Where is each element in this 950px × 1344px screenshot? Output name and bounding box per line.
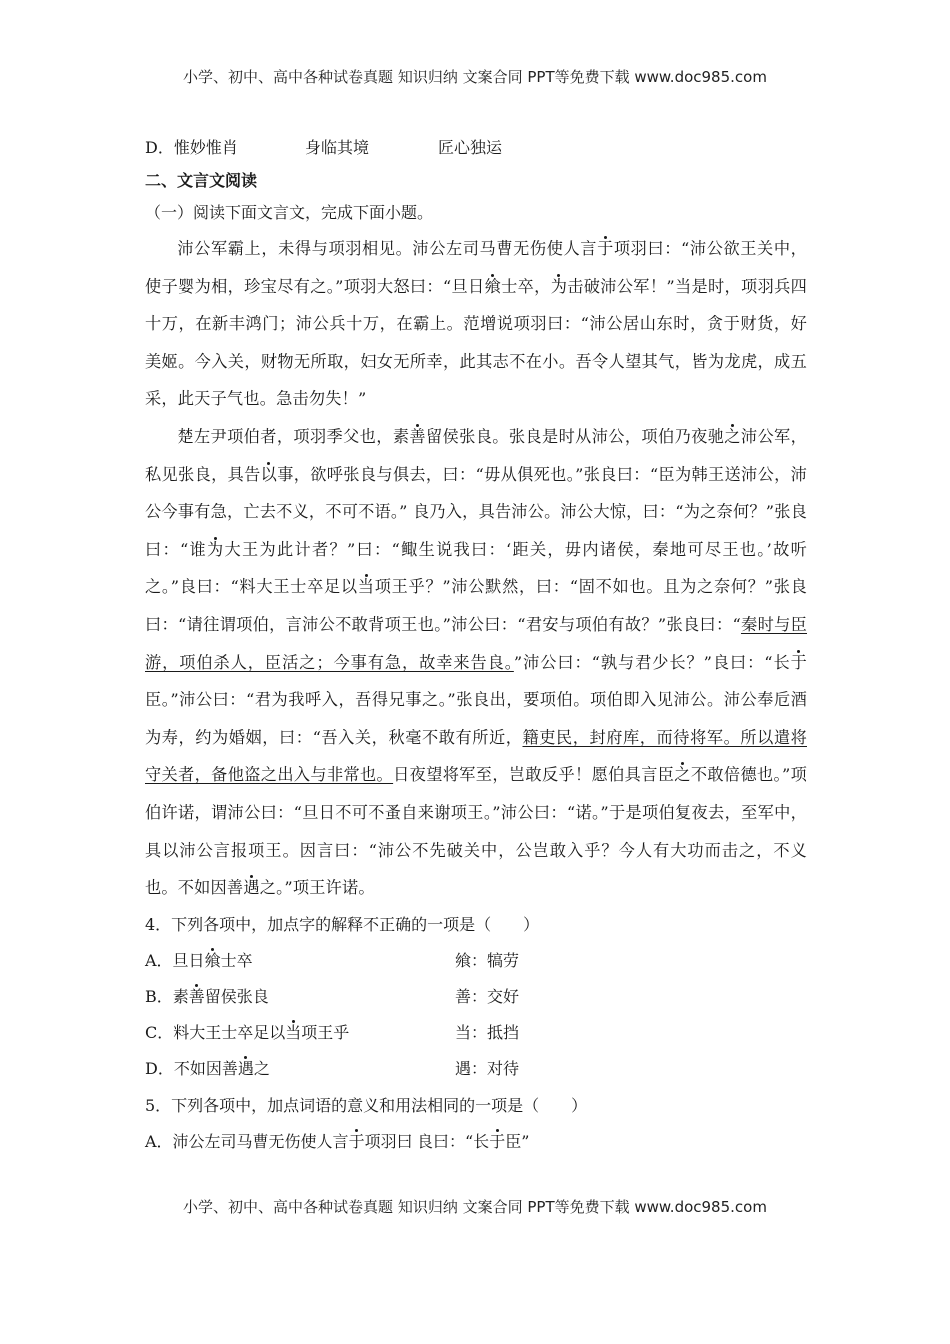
option-suffix: 留侯张良 <box>204 986 269 1006</box>
option-text <box>145 1124 417 1160</box>
dotted-character: 以 <box>260 464 278 484</box>
section-title: 二、文言文阅读 <box>145 171 258 190</box>
dotted-character: 飨 <box>484 276 502 296</box>
dotted-character: 当 <box>285 1023 302 1043</box>
option-text <box>145 1015 455 1051</box>
passage-text: 沛公军霸上，未得与项羽相见。沛公左司马曹无伤使人言 <box>177 239 598 258</box>
option-prefix: C．料大王士卒足以 <box>145 1023 286 1043</box>
option-suffix: 项王乎 <box>301 1023 350 1043</box>
passage-text: 项王乎？”沛公默然，曰：“固不如也。且为之奈何？”张良曰：“请往谓项伯，言沛公不敢背项王也。”沛公曰：“君安与项伯有故？”张良曰：“ <box>145 577 807 634</box>
passage-text: 臣。”沛公曰：“君为我呼入，吾得兄事之。”张良出，要项伯。项伯即入见沛公。沛公奉卮酒为寿，约为婚姻，曰：“吾入关，秋毫不敢有所近， <box>145 690 807 747</box>
dotted-character: 飨 <box>204 950 221 970</box>
option-gloss: 当：抵挡 <box>455 1023 520 1043</box>
option-d-item-2: 身临其境 <box>305 138 370 157</box>
question-4-option-a <box>145 943 807 979</box>
passage-text: 大王为此计者？”曰：“鲰生说我曰：‘距关，毋内诸侯，秦地可尽王也。’故听之。”良曰：“料大王士卒足以 <box>145 539 808 597</box>
question-4-option-c <box>145 1015 807 1051</box>
underlined-sentence-2: 籍吏民，封府库，而待将军。所以遣将守关者，备他盗之出入与非常也。 <box>145 727 807 785</box>
passage-text: 击破沛公军！”当是时，项羽兵四十万，在新丰鸿门；沛公兵十万，在霸上。范增说项羽曰：“沛公居山东时，贪于财货，好美姬。今入关，财物无所取，妇女无所幸，此其志不在小。吾令人望其气，皆为龙虎，成五采，此天子气也。急击勿失！” <box>145 276 808 409</box>
dotted-character: 当 <box>357 577 375 597</box>
question-5-option-a <box>145 1124 807 1160</box>
dotted-character: 为 <box>207 539 225 559</box>
option-gloss: 飨：犒劳 <box>455 950 520 970</box>
passage-text: ”沛公曰：“孰与君少长？”良曰：“长 <box>513 652 791 672</box>
option-suffix: 之 <box>253 1059 270 1079</box>
dotted-character: 遇 <box>243 878 260 898</box>
option-suffix: 士卒 <box>220 950 253 970</box>
previous-question-option-d <box>145 134 807 162</box>
option-suffix: 臣” <box>505 1131 530 1151</box>
question-5-stem: 5．下列各项中，加点词语的意义和用法相同的一项是（ ） <box>145 1095 588 1115</box>
subsection-title: （一）阅读下面文言文，完成下面小题。 <box>145 203 434 222</box>
passage-text: 不敢倍德也。”项伯许诺，谓沛公曰：“旦日不可不蚤自来谢项王。”沛公曰：“诺。”于是项伯复夜去，至军中，具以沛公言报项王。因言曰：“沛公不先破关中，公岂敢入乎？今人有大功而击之，不义也。不如因善 <box>145 765 808 898</box>
option-compare-text <box>417 1124 529 1160</box>
dotted-character: 于 <box>489 1131 506 1151</box>
question-4-stem: 4．下列各项中，加点字的解释不正确的一项是（ ） <box>145 914 540 934</box>
passage-text: 留侯张良。张良是时从沛公，项伯乃夜驰 <box>425 426 725 446</box>
passage-text: 楚左尹项伯者，项羽季父也，素 <box>177 426 410 446</box>
option-text <box>145 979 455 1015</box>
passage-paragraph-1 <box>145 230 807 418</box>
document-body <box>145 134 807 1160</box>
passage-paragraph-2 <box>145 418 807 907</box>
option-prefix: 良曰：“长 <box>417 1131 490 1151</box>
option-prefix: A．沛公左司马曹无伤使人言 <box>145 1131 349 1151</box>
option-prefix: D．不如因善 <box>145 1059 238 1079</box>
dotted-character: 于 <box>597 239 614 258</box>
dotted-character: 遇 <box>237 1059 254 1079</box>
dotted-character: 善 <box>409 426 426 446</box>
dotted-character: 之 <box>724 426 741 446</box>
dotted-character: 之 <box>674 765 691 785</box>
passage-text: 事，欲呼张良与俱去，曰：“毋从俱死也。”张良曰：“臣为韩王送沛公，沛公今事有急，亡去不义，不可不语。” 良乃入，具告沛公。沛公大惊，曰：“为之奈何？”张良曰：“谁 <box>145 464 808 559</box>
option-gloss: 遇：对待 <box>455 1059 520 1079</box>
passage-text: 之。”项王许诺。 <box>259 878 375 898</box>
option-prefix: B．素 <box>145 986 189 1006</box>
dotted-character: 于 <box>348 1131 365 1151</box>
passage-text: 项羽曰：“沛公欲王关中，使子婴为相，珍宝尽有之。”项羽大怒曰：“旦日 <box>145 239 808 296</box>
question-4-option-d <box>145 1051 807 1087</box>
page-footer: 小学、初中、高中各种试卷真题 知识归纳 文案合同 PPT等免费下载 www.doc985.com <box>183 1198 767 1216</box>
option-d-item-3: 匠心独运 <box>438 138 503 157</box>
dotted-character: 于 <box>790 652 807 672</box>
option-text <box>145 1051 455 1087</box>
question-4-option-b <box>145 979 807 1015</box>
underlined-sentence-1: 秦时与臣游，项伯杀人，臣活之；今事有急，故幸来告良。 <box>145 614 807 672</box>
dotted-character: 为 <box>550 276 568 296</box>
option-gloss: 善：交好 <box>455 986 520 1006</box>
option-prefix: A．旦日 <box>145 950 205 970</box>
option-d-label: D．惟妙惟肖 <box>145 138 238 157</box>
passage-text: 士卒， <box>501 276 551 296</box>
passage-text: 沛公军，私见张良，具告 <box>145 426 807 484</box>
page-header: 小学、初中、高中各种试卷真题 知识归纳 文案合同 PPT等免费下载 www.doc985.com <box>183 68 767 86</box>
passage-text: 日夜望将军至，岂敢反乎！愿伯具言臣 <box>393 765 675 785</box>
option-suffix: 项羽曰 <box>364 1131 413 1151</box>
dotted-character: 善 <box>188 986 205 1006</box>
option-text <box>145 943 455 979</box>
